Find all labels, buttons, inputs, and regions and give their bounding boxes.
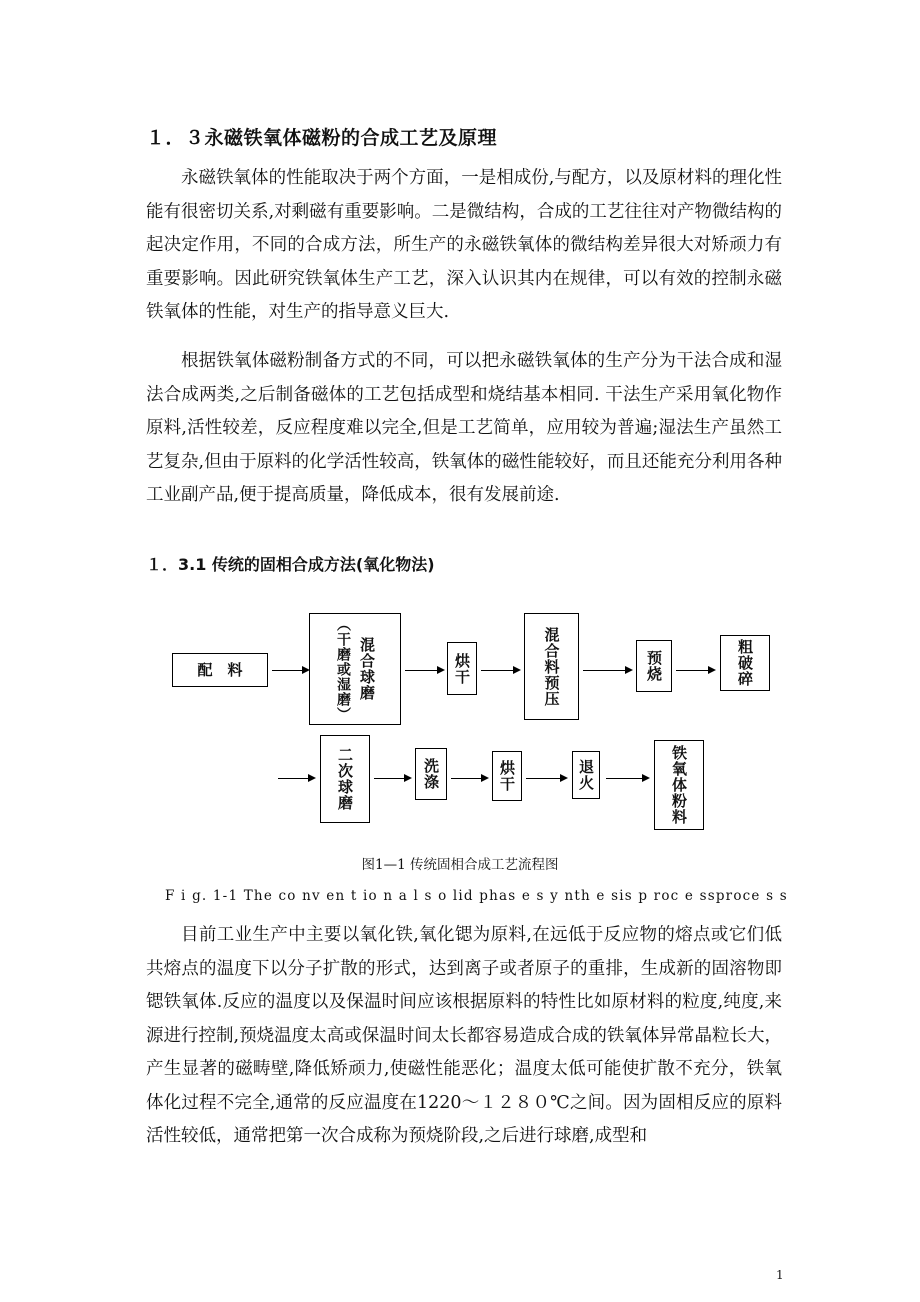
flow-box-premix-press [524, 613, 579, 720]
process-flow-diagram [160, 605, 780, 840]
flow-arrow [526, 778, 566, 779]
flow-box-batching-label: 配 料 [197, 661, 243, 679]
flow-box-annealing-label: 退火 [577, 759, 595, 791]
paragraph-3: 目前工业生产中主要以氧化铁,氧化锶为原料,在远低于反应物的熔点或它们低共熔点的温度下以分子扩散的形式，达到离子或者原子的重排，生成新的固溶物即锶铁氧体.反应的温度以及保温时间应该根据原料的特性比如原材料的粒度,纯度,来源进行控制,预烧温度太高或保温时间太长都容易造成合成的铁氧体异常晶粒长大，产生显著的磁畴壁,降低矫顽力,使磁性能恶化；温度太低可能使扩散不充分，铁氧体化过程不完全,通常的反应温度在1220～１２８０℃之间。因为固相反应的原料活性较低，通常把第一次合成称为预烧阶段,之后进行球磨,成型和 [146, 925, 782, 1146]
flow-box-second-milling [320, 735, 370, 823]
flow-box-ferrite-powder-label: 铁氧体粉料 [670, 745, 688, 825]
flow-box-ferrite-powder [654, 740, 704, 830]
flow-box-mixing-milling-note: （干磨或湿磨） [335, 616, 351, 722]
flow-box-annealing [572, 751, 600, 799]
flow-box-premix-press-label: 混合料预压 [542, 626, 561, 707]
flow-box-drying-2 [492, 751, 522, 801]
flow-box-mixing-milling-label: 混合球磨 [358, 637, 376, 701]
figure-caption-cn: 图1—1 传统固相合成工艺流程图 [361, 857, 559, 873]
flow-box-drying-2-label: 烘干 [498, 760, 516, 792]
flow-box-coarse-crushing [720, 635, 770, 691]
figure-caption-en: F i g. 1-1 The co nv en t io n a l s o lid phas e s y nth e sis p roc e ssproce s s [165, 888, 788, 904]
page-number: 1 [776, 1268, 784, 1282]
flow-arrow [405, 670, 443, 671]
flow-arrow [481, 670, 519, 671]
flow-box-presintering-label: 预烧 [645, 650, 663, 682]
flow-arrow [272, 670, 308, 671]
flow-box-presintering [636, 640, 672, 692]
section-heading: １．３永磁铁氧体磁粉的合成工艺及原理 [146, 127, 498, 149]
flow-arrow [583, 670, 631, 671]
flow-box-coarse-crushing-label: 粗破碎 [736, 639, 754, 687]
flow-box-drying-1 [447, 642, 477, 695]
flow-box-washing [415, 748, 447, 800]
flow-box-mixing-milling [309, 613, 401, 725]
paragraph-2: 根据铁氧体磁粉制备方式的不同，可以把永磁铁氧体的生产分为干法合成和湿法合成两类,之后制备磁体的工艺包括成型和烧结基本相同. 干法生产采用氧化物作原料,活性较差，反应程度难以完全,但是工艺简单，应用较为普遍;湿法生产虽然工艺复杂,但由于原料的化学活性较高，铁氧体的磁性能较好，而且还能充分利用各种工业副产品,便于提高质量，降低成本，很有发展前途. [146, 351, 782, 505]
flow-arrow [374, 778, 410, 779]
flow-arrow [676, 670, 714, 671]
flow-box-second-milling-label: 二次球磨 [336, 747, 354, 811]
flow-arrow [278, 778, 314, 779]
flow-box-batching [172, 653, 268, 687]
flow-arrow [606, 778, 648, 779]
paragraph-1: 永磁铁氧体的性能取决于两个方面，一是相成份,与配方，以及原材料的理化性能有很密切关系,对剩磁有重要影响。二是微结构，合成的工艺往往对产物微结构的起决定作用，不同的合成方法，所生产的永磁铁氧体的微结构差异很大对矫顽力有重要影响。因此研究铁氧体生产工艺，深入认识其内在规律，可以有效的控制永磁铁氧体的性能，对生产的指导意义巨大. [146, 168, 782, 322]
flow-box-drying-1-label: 烘干 [453, 652, 471, 685]
flow-box-washing-label: 洗涤 [422, 758, 440, 790]
subsection-heading: １．3.1 传统的固相合成方法(氧化物法) [146, 555, 435, 574]
flow-arrow [451, 778, 487, 779]
